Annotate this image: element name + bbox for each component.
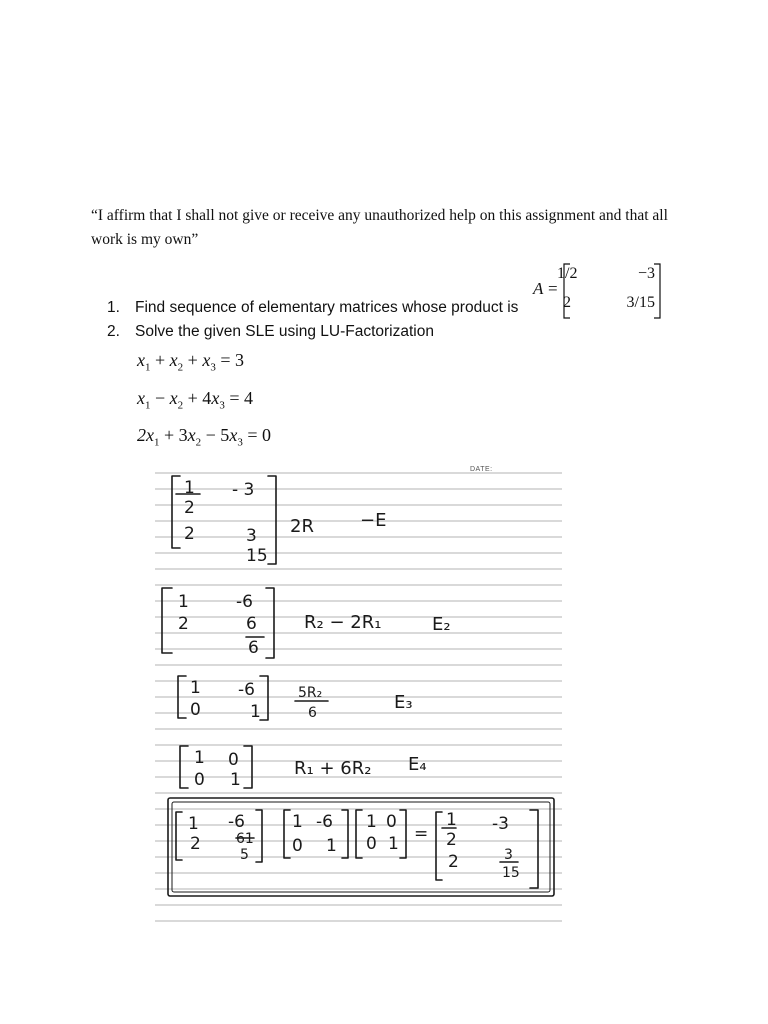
step1-operation: 2R [290, 516, 314, 537]
equation-3: $2x_1 + 3x_2 - 5x_3 = 0$ [137, 425, 271, 449]
matrix-name: A [533, 279, 544, 298]
question-item [107, 296, 518, 320]
equation-1: $x_1 + x_2 + x_3 = 3$ [137, 350, 244, 374]
product-equals: = [414, 824, 429, 844]
handwritten-solution-sheet: DATE: 1 2 2 - 3 3 15 2R −E 1 2 -6 6 6 R₂ − 2R₁ E₂ 1 0 -6 1 5R₂ 6 E₃ 1 0 0 1 R₁ + 6R₂ E₄ 1 -6 2 61 5 1 -6 0 1 1 0 0 1 = 1 2 -3 2 3 15 [150, 448, 570, 928]
step1-elementary: −E [360, 510, 387, 531]
step2-operation: R₂ − 2R₁ [304, 612, 382, 633]
question-number: 1. [107, 299, 120, 316]
question-text: Solve the given SLE using LU-Factorization [135, 323, 434, 340]
step2-elementary: E₂ [432, 614, 451, 635]
matrix-equals: = [548, 279, 558, 298]
matrix-cell-11: 1/2 [557, 265, 578, 282]
affirmation-statement: “I affirm that I shall not give or receive any unauthorized help on this assignment and that all work is my own” [91, 207, 668, 248]
step4-operation: R₁ + 6R₂ [294, 758, 372, 779]
step4-elementary: E₄ [408, 754, 427, 775]
matrix-a-definition [533, 262, 663, 320]
step3-elementary: E₃ [394, 692, 413, 713]
question-list [107, 296, 518, 344]
equation-2: $x_1 - x_2 + 4x_3 = 4$ [137, 387, 253, 412]
date-label: DATE: [470, 466, 493, 473]
matrix-cell-22: 3/15 [626, 294, 655, 311]
step3-operation-numerator: 5R₂ [298, 685, 323, 701]
equation-system [137, 345, 271, 458]
question-number: 2. [107, 323, 120, 340]
question-item [107, 320, 518, 344]
matrix-cell-12: −3 [637, 265, 655, 282]
step3-operation-denominator: 6 [308, 705, 317, 721]
matrix-cell-21: 2 [563, 294, 571, 311]
question-text: Find sequence of elementary matrices whose product is [135, 299, 519, 316]
